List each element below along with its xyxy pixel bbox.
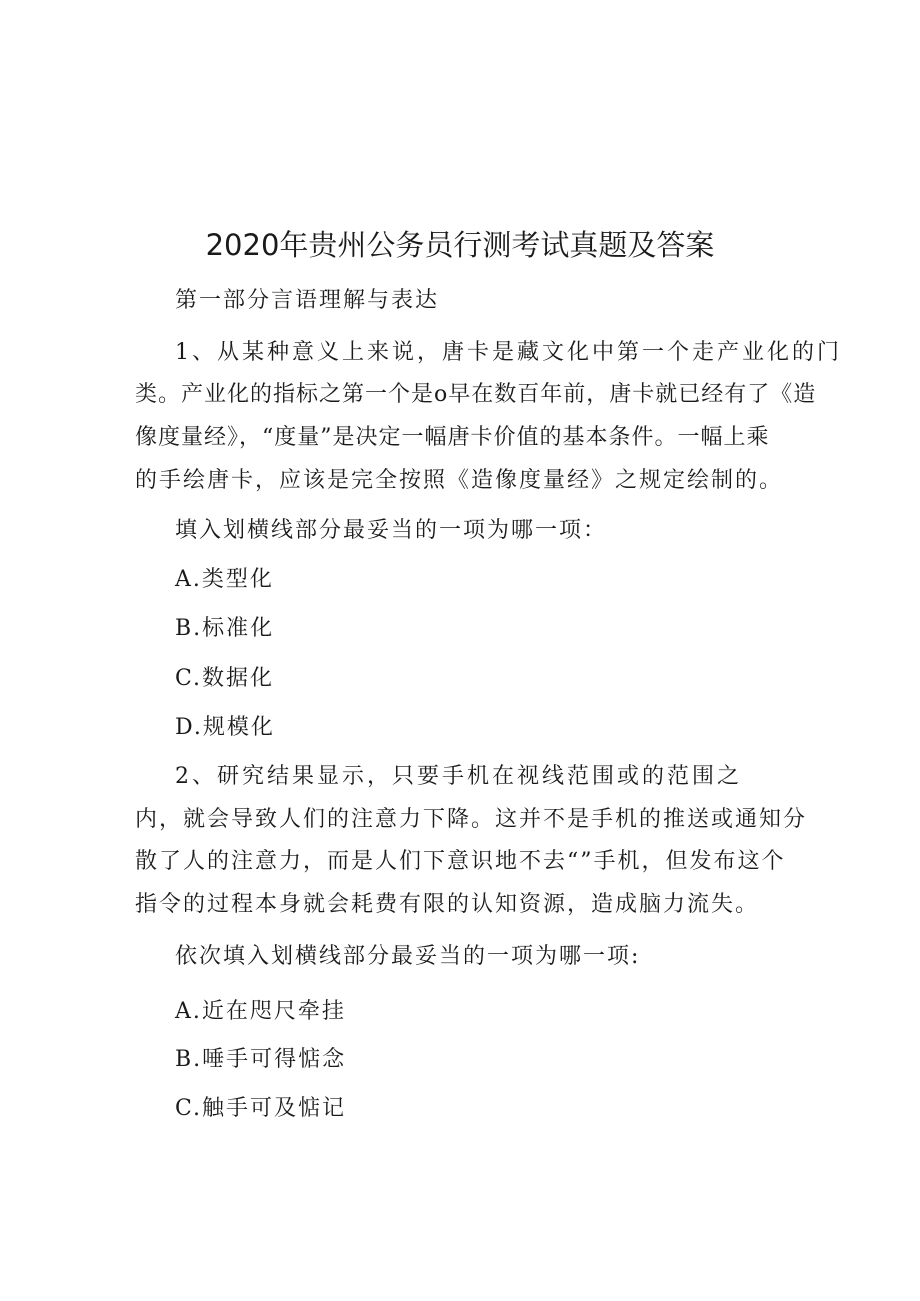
question-1-option-c: C.数据化 [175, 666, 275, 691]
question-2-line-4: 指令的过程本身就会耗费有限的认知资源，造成脑力流失。 [135, 892, 760, 917]
question-1-line-3: 像度量经》，“度量”是决定一幅唐卡价值的基本条件。一幅上乘 [135, 425, 770, 450]
question-1-line-1: 1、从某种意义上来说，唐卡是藏文化中第一个走产业化的门 [175, 340, 842, 365]
question-1-option-a: A.类型化 [175, 567, 274, 592]
question-1-line-2: 类。产业化的指标之第一个是o早在数百年前，唐卡就已经有了《造 [135, 382, 817, 407]
question-2-option-a: A.近在咫尺牵挂 [175, 999, 346, 1024]
document-title: 2020年贵州公务员行测考试真题及答案 [205, 228, 715, 262]
question-2-line-3: 散了人的注意力，而是人们下意识地不去“”手机，但发布这个 [135, 849, 786, 874]
question-2-option-b: B.唾手可得惦念 [175, 1047, 347, 1072]
question-1-line-4: 的手绘唐卡，应该是完全按照《造像度量经》之规定绘制的。 [135, 468, 784, 493]
question-2-prompt: 依次填入划横线部分最妥当的一项为哪一项: [175, 944, 641, 969]
question-1-option-b: B.标准化 [175, 616, 275, 641]
question-1-prompt: 填入划横线部分最妥当的一项为哪一项： [175, 518, 608, 543]
question-2-line-2: 内，就会导致人们的注意力下降。这并不是手机的推送或通知分 [135, 807, 808, 832]
question-2-line-1: 2、研究结果显示，只要手机在视线范围或的范围之 [175, 764, 742, 789]
question-2-option-c: C.触手可及惦记 [175, 1096, 347, 1121]
section-heading: 第一部分言语理解与表达 [175, 288, 440, 313]
question-1-option-d: D.规模化 [175, 715, 275, 740]
